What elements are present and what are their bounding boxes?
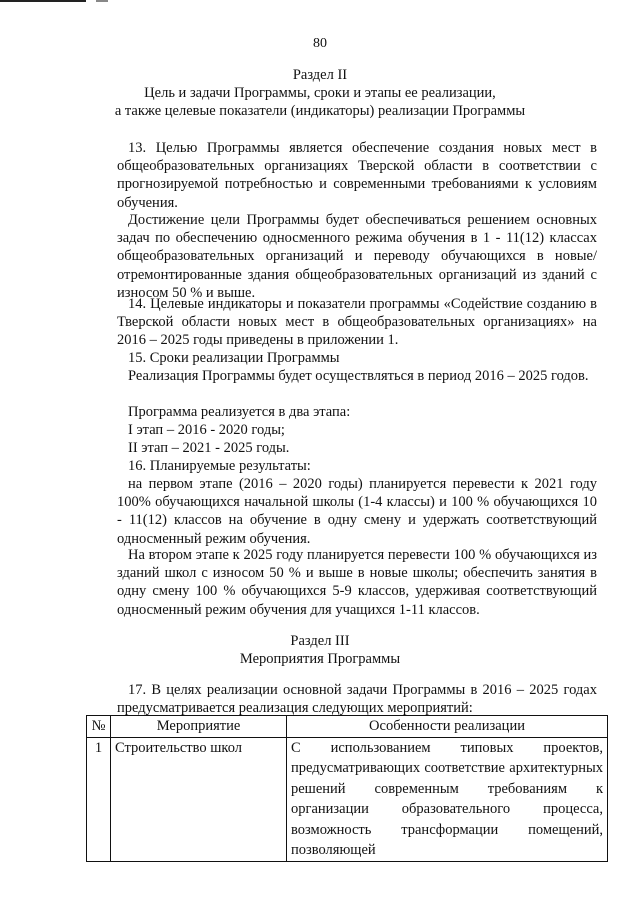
paragraph-period: Реализация Программы будет осуществляться в период 2016 – 2025 годов.: [128, 368, 589, 384]
section-3-title: Раздел III: [290, 633, 350, 649]
paragraph-17: 17. В целях реализации основной задачи Программы в 2016 – 2025 годах предусматривается реализация следующих мероприятий:: [117, 682, 597, 717]
section-3-subtitle: Мероприятия Программы: [239, 651, 401, 667]
table-row: [87, 737, 608, 861]
table-header-row: [87, 716, 608, 738]
section-3-heading: [0, 632, 640, 668]
header-number: №: [87, 716, 111, 738]
paragraph-stages: Программа реализуется в два этапа:: [128, 404, 351, 420]
section-2-heading: [0, 66, 640, 120]
scan-edge-mark: [96, 0, 108, 2]
paragraph-16: 16. Планируемые результаты:: [128, 458, 311, 474]
scan-edge-line: [0, 0, 86, 2]
row-features: С использованием типовых проектов, предусматривающих соответствие архитектурных решений современным требованиям к организации образовательного процесса, возможность трансформации помещений, позволяющей: [287, 737, 608, 861]
paragraph-13: 13. Целью Программы является обеспечение создания новых мест в общеобразовательных организациях Тверской области в соответствии с прогнозируемой потребностью и современными требованиями к условиям обучения.: [117, 140, 597, 211]
paragraph-14: 14. Целевые индикаторы и показатели программы «Содействие созданию в Тверской области новых мест в общеобразовательных организациях» на 2016 – 2025 годы приведены в приложении 1.: [117, 296, 597, 349]
section-2-subtitle-line-2: а также целевые показатели (индикаторы) реализации Программы: [114, 103, 526, 119]
page-number: 80: [313, 36, 327, 51]
paragraph-achievement: Достижение цели Программы будет обеспечиваться решением основных задач по обеспечению односменного режима обучения в 1 - 11(12) классах общеобразовательных организаций и переводу обучающихся в новые/отремонтированные здания общеобразовательных организаций из зданий с износом 50 % и выше.: [117, 212, 597, 301]
paragraph-15: 15. Сроки реализации Программы: [128, 350, 340, 366]
paragraph-stage-2: II этап – 2021 - 2025 годы.: [128, 440, 290, 456]
header-event: Мероприятие: [111, 716, 287, 738]
paragraph-first-stage: на первом этапе (2016 – 2020 годы) планируется перевести к 2021 году 100% обучающихся начальной школы (1-4 классы) и 100 % обучающихся 10 - 11(12) классов на обучение в одну смену и удержать соответствующий односменный режим обучения.: [117, 476, 597, 547]
section-2-title: Раздел II: [292, 67, 348, 83]
section-2-subtitle-line-1: Цель и задачи Программы, сроки и этапы ее реализации,: [144, 85, 496, 101]
row-number: 1: [87, 737, 111, 861]
row-event: Строительство школ: [111, 737, 287, 861]
header-features: Особенности реализации: [287, 716, 608, 738]
paragraph-stage-1: I этап – 2016 - 2020 годы;: [128, 422, 285, 438]
paragraph-second-stage: На втором этапе к 2025 году планируется перевести 100 % обучающихся из зданий школ с износом 50 % и выше в новые школы; обеспечить занятия в одну смену 100 % обучающихся 5-9 классов, удерживая соответствующий односменный режим обучения для учащихся 1-11 классов.: [117, 547, 597, 618]
measures-table: [86, 715, 608, 862]
